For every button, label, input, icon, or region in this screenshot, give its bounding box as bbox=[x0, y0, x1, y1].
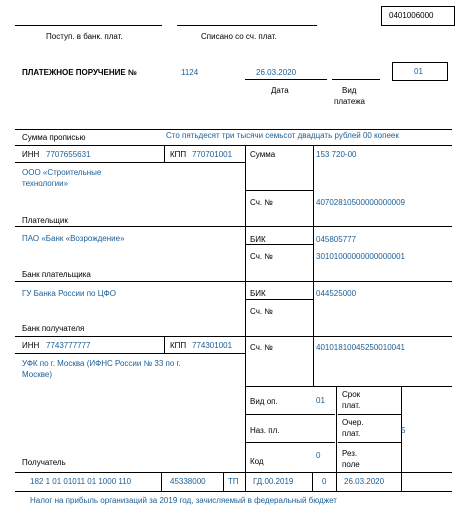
status-code: 01 bbox=[414, 67, 423, 76]
payer-bank-label: Банк плательщика bbox=[22, 270, 91, 279]
tax-oktmo: 45338000 bbox=[170, 477, 206, 486]
amount-row-divider bbox=[245, 190, 313, 191]
payee-kpp-separator bbox=[164, 336, 165, 353]
payer-bank-section-divider bbox=[15, 281, 452, 282]
payee-account-label: Сч. № bbox=[250, 343, 273, 352]
table-top-border bbox=[15, 129, 452, 130]
amount-label: Сумма bbox=[250, 150, 276, 159]
term-label-1: Срок bbox=[342, 390, 361, 399]
amount-words-label: Сумма прописью bbox=[22, 133, 86, 142]
payer-bank-account-label: Сч. № bbox=[250, 252, 273, 261]
value-vertical-divider bbox=[313, 145, 314, 386]
payer-name-line-1: ООО «Строительные bbox=[22, 168, 102, 177]
payer-bank-name: ПАО «Банк «Возрождение» bbox=[22, 234, 125, 243]
amount-words-divider bbox=[15, 145, 452, 146]
payee-label: Получатель bbox=[22, 458, 66, 467]
codes-divider-2 bbox=[245, 442, 335, 443]
payee-inn: 7743777777 bbox=[46, 341, 91, 350]
date-underline bbox=[245, 79, 327, 80]
payee-bik: 044525000 bbox=[316, 289, 357, 298]
main-vertical-divider bbox=[245, 145, 246, 472]
payee-bank-section-divider bbox=[15, 336, 452, 337]
date-label: Дата bbox=[271, 86, 289, 95]
payer-inn-row-divider bbox=[15, 162, 245, 163]
tax-row-top bbox=[15, 472, 452, 473]
payee-bank-label: Банк получателя bbox=[22, 324, 85, 333]
payer-account-label: Сч. № bbox=[250, 198, 273, 207]
debited-label: Списано со сч. плат. bbox=[201, 32, 277, 41]
op-type: 01 bbox=[316, 396, 325, 405]
tax-cell-divider-4 bbox=[312, 472, 313, 491]
payee-kpp-label: КПП bbox=[170, 341, 187, 350]
payer-inn-label: ИНН bbox=[22, 150, 40, 159]
payer-label: Плательщик bbox=[22, 216, 68, 225]
order-value: 5 bbox=[401, 426, 406, 435]
codes-middle-divider bbox=[336, 386, 337, 472]
payee-bank-account-label: Сч. № bbox=[250, 307, 273, 316]
tax-cell-divider-3 bbox=[245, 472, 246, 491]
purpose-code-label: Наз. пл. bbox=[250, 426, 280, 435]
payer-bik: 045805777 bbox=[316, 235, 357, 244]
payer-bank-account: 30101000000000000001 bbox=[316, 252, 405, 261]
payer-section-divider bbox=[15, 226, 452, 227]
payer-kpp-label: КПП bbox=[170, 150, 187, 159]
form-code: 0401006000 bbox=[389, 11, 434, 20]
tax-cell-divider-1 bbox=[161, 472, 162, 491]
tax-cell-divider-6 bbox=[401, 472, 402, 491]
payee-inn-row-divider bbox=[15, 353, 245, 354]
document-number: 1124 bbox=[181, 68, 199, 77]
codes-divider-1 bbox=[245, 414, 335, 415]
reserve-label-1: Рез. bbox=[342, 449, 358, 458]
payment-kind-label-1: Вид bbox=[342, 86, 357, 95]
tax-doc-number: 0 bbox=[322, 477, 327, 486]
payee-bik-label: БИК bbox=[250, 289, 266, 298]
amount-value: 153 720-00 bbox=[316, 150, 357, 159]
payment-kind-label-2: платежа bbox=[334, 97, 366, 106]
code-value: 0 bbox=[316, 451, 321, 460]
payee-name-line-2: Москве) bbox=[22, 370, 52, 379]
tax-period: ГД.00.2019 bbox=[253, 477, 294, 486]
tax-basis: ТП bbox=[228, 477, 239, 486]
tax-cell-divider-2 bbox=[223, 472, 224, 491]
payer-name-line-2: технологии» bbox=[22, 179, 69, 188]
payee-account-divider bbox=[245, 386, 452, 387]
codes-divider-4 bbox=[338, 442, 401, 443]
tax-doc-date: 26.03.2020 bbox=[344, 477, 385, 486]
debited-line bbox=[177, 25, 317, 26]
tax-row-bottom bbox=[15, 491, 452, 492]
payee-account: 40101810045250010041 bbox=[316, 343, 405, 352]
payment-purpose: Налог на прибыль организаций за 2019 год, зачисляемый в федеральный бюджет bbox=[30, 496, 337, 505]
received-label: Поступ. в банк. плат. bbox=[46, 32, 123, 41]
op-type-label: Вид оп. bbox=[250, 397, 278, 406]
document-title: ПЛАТЕЖНОЕ ПОРУЧЕНИЕ № bbox=[22, 68, 137, 77]
payee-bik-divider bbox=[245, 299, 313, 300]
code-label: Код bbox=[250, 457, 264, 466]
amount-words-value: Сто пятьдесят три тысячи семьсот двадцать рублей 00 копеек bbox=[166, 131, 399, 140]
codes-divider-3 bbox=[338, 414, 401, 415]
document-date: 26.03.2020 bbox=[256, 68, 297, 77]
term-label-2: плат. bbox=[342, 401, 361, 410]
payer-inn: 7707655631 bbox=[46, 150, 91, 159]
payer-bik-label: БИК bbox=[250, 235, 266, 244]
tax-kbk: 182 1 01 01011 01 1000 110 bbox=[30, 477, 132, 486]
payer-kpp: 770701001 bbox=[192, 150, 233, 159]
payer-kpp-separator bbox=[164, 145, 165, 162]
payee-bank-name: ГУ Банка России по ЦФО bbox=[22, 289, 116, 298]
payee-kpp: 774301001 bbox=[192, 341, 233, 350]
order-label-1: Очер. bbox=[342, 418, 364, 427]
order-label-2: плат. bbox=[342, 429, 361, 438]
tax-cell-divider-5 bbox=[336, 472, 337, 491]
reserve-label-2: поле bbox=[342, 460, 360, 469]
payee-name-line-1: УФК по г. Москва (ИФНС России № 33 по г. bbox=[22, 359, 181, 368]
payee-inn-label: ИНН bbox=[22, 341, 40, 350]
received-line bbox=[15, 25, 162, 26]
payment-kind-underline bbox=[332, 79, 380, 80]
payer-account: 40702810500000000009 bbox=[316, 198, 405, 207]
